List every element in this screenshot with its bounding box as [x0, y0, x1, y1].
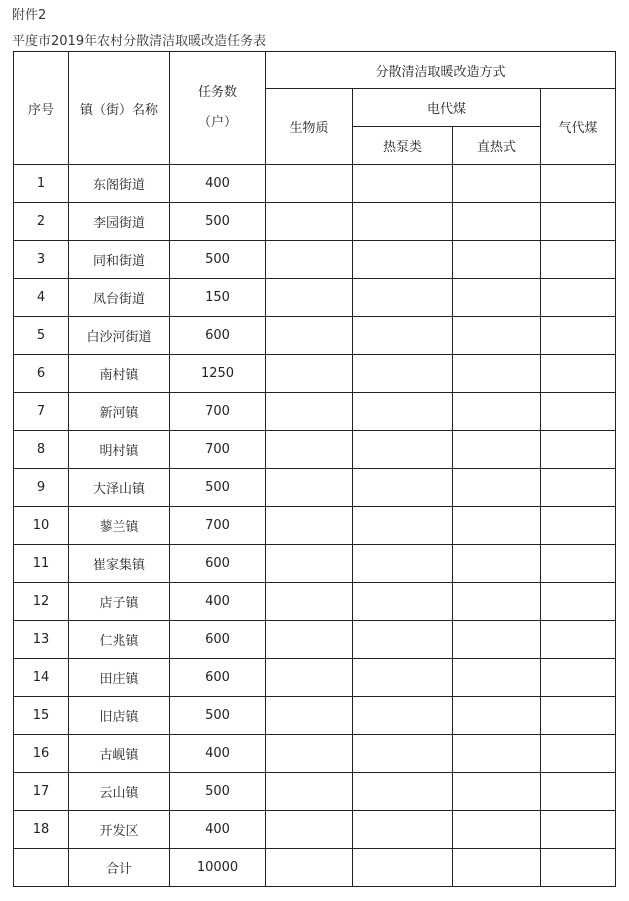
cell-heatpump [353, 279, 453, 317]
header-method: 分散清洁取暖改造方式 [266, 52, 616, 89]
cell-tasks: 600 [170, 317, 266, 355]
cell-town: 云山镇 [69, 773, 170, 811]
cell-direct [453, 393, 541, 431]
cell-town: 新河镇 [69, 393, 170, 431]
cell-heatpump [353, 735, 453, 773]
page-title: 平度市2019年农村分散清洁取暖改造任务表 [12, 34, 267, 49]
cell-gas [541, 697, 616, 735]
cell-town: 同和街道 [69, 241, 170, 279]
cell-heatpump [353, 317, 453, 355]
cell-heatpump [353, 773, 453, 811]
table-body [14, 165, 616, 887]
table-row [14, 583, 616, 621]
cell-tasks: 600 [170, 621, 266, 659]
cell-seq: 17 [14, 773, 69, 811]
cell-seq: 14 [14, 659, 69, 697]
table-row [14, 545, 616, 583]
table-row [14, 355, 616, 393]
header-biomass: 生物质 [266, 89, 353, 165]
table-row [14, 393, 616, 431]
cell-town: 崔家集镇 [69, 545, 170, 583]
cell-biomass [266, 659, 353, 697]
cell-town: 旧店镇 [69, 697, 170, 735]
table-row [14, 431, 616, 469]
table-row [14, 469, 616, 507]
cell-seq: 11 [14, 545, 69, 583]
cell-heatpump [353, 431, 453, 469]
cell-tasks: 150 [170, 279, 266, 317]
cell-biomass [266, 545, 353, 583]
cell-direct [453, 317, 541, 355]
cell-direct [453, 507, 541, 545]
cell-seq: 8 [14, 431, 69, 469]
table-row [14, 165, 616, 203]
cell-tasks: 400 [170, 811, 266, 849]
cell-biomass [266, 621, 353, 659]
cell-heatpump [353, 697, 453, 735]
table-row [14, 773, 616, 811]
cell-tasks: 400 [170, 735, 266, 773]
cell-biomass [266, 431, 353, 469]
cell-town: 南村镇 [69, 355, 170, 393]
cell-direct [453, 431, 541, 469]
cell-town: 白沙河街道 [69, 317, 170, 355]
table-row [14, 203, 616, 241]
cell-gas [541, 735, 616, 773]
cell-direct [453, 241, 541, 279]
cell-seq: 5 [14, 317, 69, 355]
cell-gas [541, 545, 616, 583]
task-table [13, 51, 616, 887]
cell-direct [453, 659, 541, 697]
cell-town: 仁兆镇 [69, 621, 170, 659]
table-row [14, 507, 616, 545]
cell-heatpump [353, 203, 453, 241]
cell-town: 东阁街道 [69, 165, 170, 203]
table-row [14, 659, 616, 697]
cell-biomass [266, 165, 353, 203]
cell-seq: 18 [14, 811, 69, 849]
cell-seq: 7 [14, 393, 69, 431]
cell-town: 凤台街道 [69, 279, 170, 317]
cell-seq: 6 [14, 355, 69, 393]
cell-heatpump [353, 507, 453, 545]
cell-tasks: 600 [170, 545, 266, 583]
cell-town: 大泽山镇 [69, 469, 170, 507]
cell-town: 店子镇 [69, 583, 170, 621]
cell-gas [541, 203, 616, 241]
cell-direct [453, 545, 541, 583]
cell-heatpump [353, 393, 453, 431]
cell-seq: 2 [14, 203, 69, 241]
total-label: 合计 [69, 849, 170, 887]
cell-gas [541, 431, 616, 469]
cell-gas [541, 469, 616, 507]
cell-seq: 1 [14, 165, 69, 203]
cell-direct [453, 279, 541, 317]
cell-direct [453, 469, 541, 507]
cell-tasks: 500 [170, 203, 266, 241]
cell-direct [453, 735, 541, 773]
cell-biomass [266, 849, 353, 887]
cell-tasks: 500 [170, 697, 266, 735]
cell-tasks: 700 [170, 431, 266, 469]
cell-seq: 9 [14, 469, 69, 507]
cell-heatpump [353, 469, 453, 507]
cell-heatpump [353, 355, 453, 393]
cell-direct [453, 811, 541, 849]
cell-seq: 3 [14, 241, 69, 279]
cell-heatpump [353, 659, 453, 697]
cell-biomass [266, 583, 353, 621]
header-tasks [170, 52, 266, 165]
cell-tasks: 700 [170, 393, 266, 431]
cell-tasks: 700 [170, 507, 266, 545]
total-tasks: 10000 [170, 849, 266, 887]
cell-town: 蓼兰镇 [69, 507, 170, 545]
cell-gas [541, 355, 616, 393]
cell-town: 田庄镇 [69, 659, 170, 697]
cell-seq: 4 [14, 279, 69, 317]
cell-tasks: 1250 [170, 355, 266, 393]
cell-direct [453, 773, 541, 811]
cell-tasks: 500 [170, 241, 266, 279]
cell-seq: 13 [14, 621, 69, 659]
cell-biomass [266, 241, 353, 279]
cell-gas [541, 317, 616, 355]
cell-biomass [266, 355, 353, 393]
cell-biomass [266, 735, 353, 773]
header-direct: 直热式 [453, 127, 541, 165]
table-row [14, 241, 616, 279]
table-row [14, 697, 616, 735]
cell-heatpump [353, 241, 453, 279]
cell-seq: 10 [14, 507, 69, 545]
cell-biomass [266, 697, 353, 735]
cell-tasks: 400 [170, 583, 266, 621]
cell-biomass [266, 317, 353, 355]
cell-gas [541, 165, 616, 203]
table-row [14, 735, 616, 773]
header-electric: 电代煤 [353, 89, 541, 127]
table-row [14, 317, 616, 355]
cell-direct [453, 621, 541, 659]
cell-tasks: 500 [170, 469, 266, 507]
cell-tasks: 400 [170, 165, 266, 203]
cell-seq [14, 849, 69, 887]
table-row [14, 279, 616, 317]
cell-heatpump [353, 165, 453, 203]
cell-direct [453, 165, 541, 203]
header-gas: 气代煤 [541, 89, 616, 165]
cell-gas [541, 659, 616, 697]
cell-gas [541, 583, 616, 621]
cell-seq: 16 [14, 735, 69, 773]
cell-biomass [266, 203, 353, 241]
cell-town: 明村镇 [69, 431, 170, 469]
cell-direct [453, 355, 541, 393]
cell-town: 古岘镇 [69, 735, 170, 773]
attachment-label: 附件2 [12, 8, 47, 23]
cell-direct [453, 583, 541, 621]
cell-town: 李园街道 [69, 203, 170, 241]
cell-tasks: 600 [170, 659, 266, 697]
header-town: 镇（街）名称 [69, 52, 170, 165]
cell-direct [453, 849, 541, 887]
header-heatpump: 热泵类 [353, 127, 453, 165]
cell-heatpump [353, 849, 453, 887]
cell-biomass [266, 811, 353, 849]
cell-biomass [266, 469, 353, 507]
cell-heatpump [353, 621, 453, 659]
cell-biomass [266, 773, 353, 811]
cell-direct [453, 203, 541, 241]
cell-town: 开发区 [69, 811, 170, 849]
cell-biomass [266, 393, 353, 431]
header-tasks-line2: （户） [197, 115, 237, 130]
cell-gas [541, 811, 616, 849]
cell-gas [541, 621, 616, 659]
table-row [14, 811, 616, 849]
cell-direct [453, 697, 541, 735]
cell-seq: 15 [14, 697, 69, 735]
cell-heatpump [353, 811, 453, 849]
total-row [14, 849, 616, 887]
cell-heatpump [353, 545, 453, 583]
header-seq: 序号 [14, 52, 69, 165]
table-row [14, 621, 616, 659]
cell-biomass [266, 279, 353, 317]
cell-heatpump [353, 583, 453, 621]
cell-gas [541, 279, 616, 317]
cell-biomass [266, 507, 353, 545]
header-tasks-line1: 任务数 [197, 85, 237, 100]
cell-seq: 12 [14, 583, 69, 621]
cell-gas [541, 507, 616, 545]
cell-gas [541, 849, 616, 887]
cell-tasks: 500 [170, 773, 266, 811]
cell-gas [541, 393, 616, 431]
cell-gas [541, 773, 616, 811]
cell-gas [541, 241, 616, 279]
